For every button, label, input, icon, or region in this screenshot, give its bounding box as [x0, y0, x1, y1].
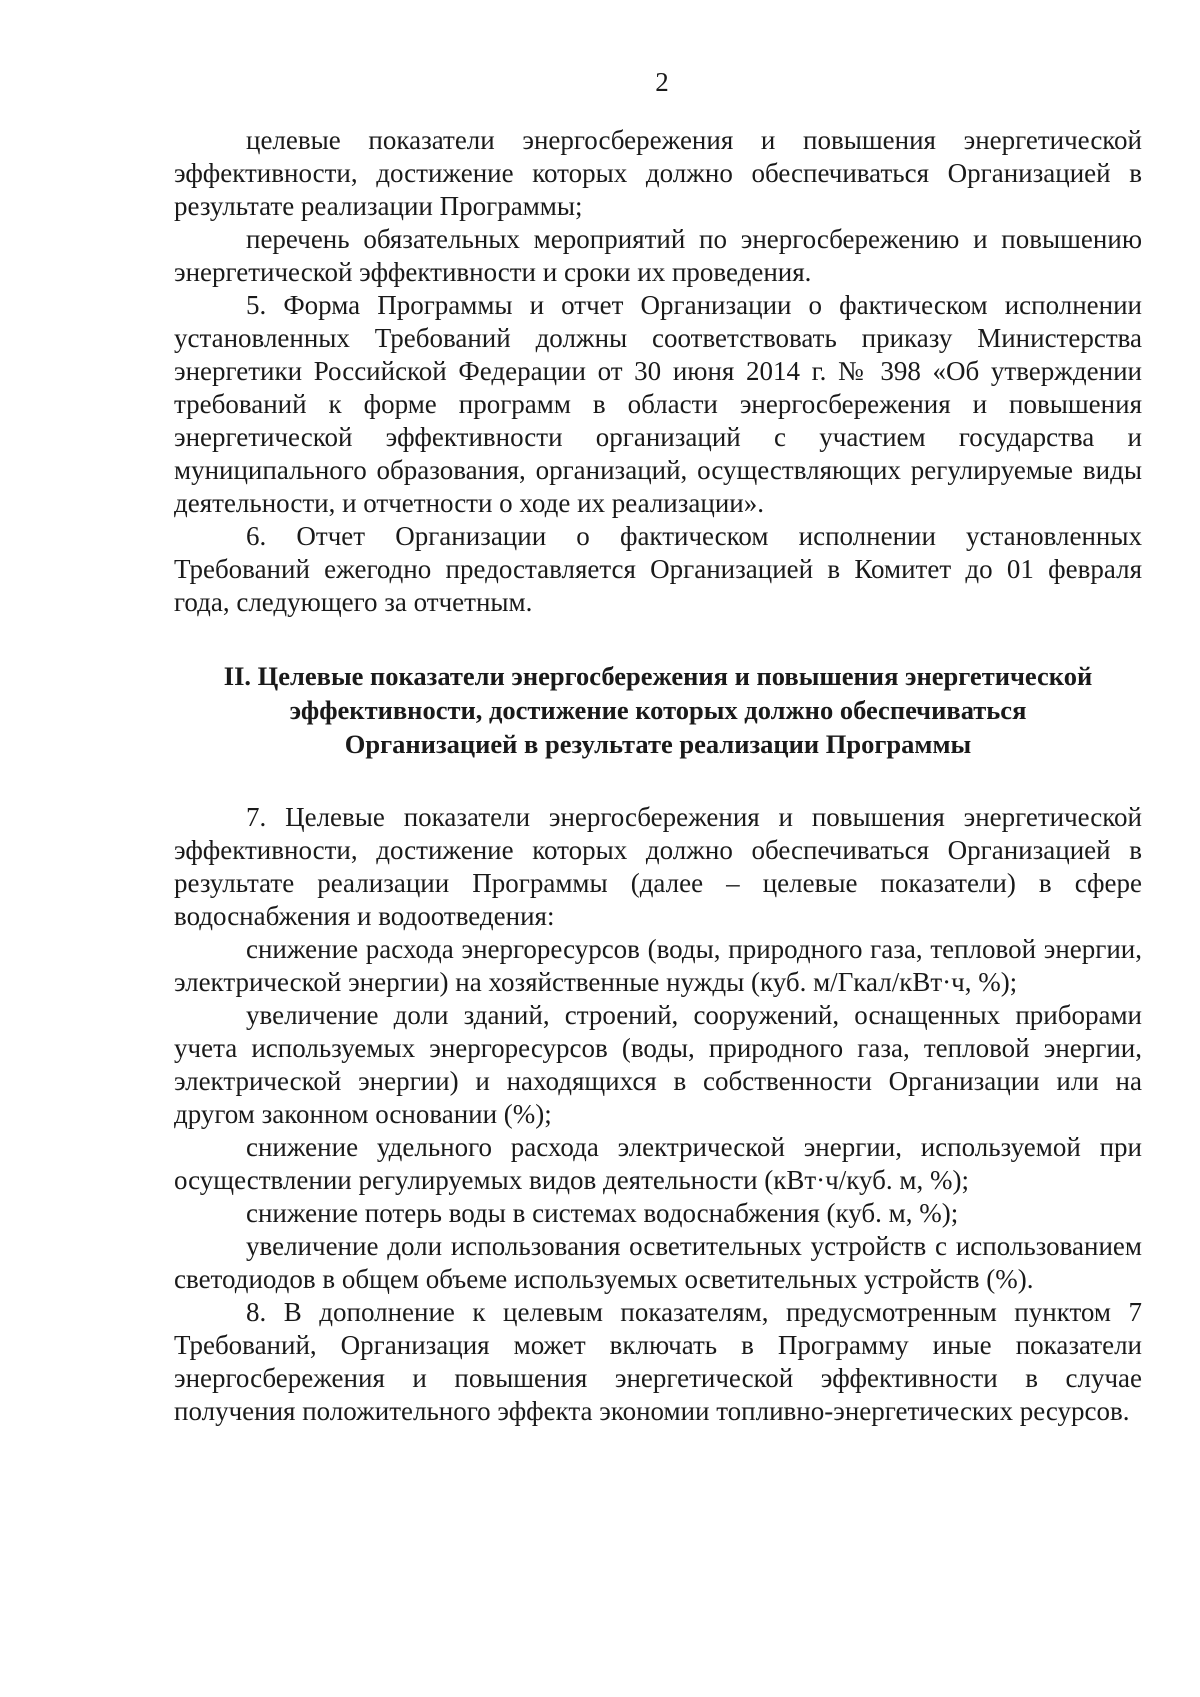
paragraph-clause-6: 6. Отчет Организации о фактическом исполнении установленных Требований ежегодно предоставляется Организацией в Комитет до 01 февраля года, следующего за отчетным. — [174, 521, 1142, 617]
paragraph-clause-8: 8. В дополнение к целевым показателям, предусмотренным пунктом 7 Требований, Организация может включать в Программу иные показатели энергосбережения и повышения энергетической эффективности в случае получения положительного эффекта экономии топливно-энергетических ресурсов. — [174, 1297, 1142, 1426]
section-heading-line-2: эффективности, достижение которых должно обеспечиваться — [289, 695, 1027, 725]
list-item-specific-electricity: снижение удельного расхода электрической энергии, используемой при осуществлении регулируемых видов деятельности (кВт·ч/куб. м, %); — [174, 1132, 1142, 1195]
section-heading-line-3: Организацией в результате реализации Программы — [344, 729, 972, 759]
list-item-metering-share: увеличение доли зданий, строений, сооружений, оснащенных приборами учета используемых энергоресурсов (воды, природного газа, тепловой энергии, электрической энергии) и находящихся в собственности Организации или на другом законном основании (%); — [174, 1000, 1142, 1129]
page-number: 2 — [655, 67, 669, 97]
paragraph-clause-5: 5. Форма Программы и отчет Организации о фактическом исполнении установленных Требований должны соответствовать приказу Министерства энергетики Российской Федерации от 30 июня 2014 г. № 398 «Об утверждении требований к форме программ в области энергосбережения и повышения энергетической эффективности организаций с участием государства и муниципального образования, организаций, осуществляющих регулируемые виды деятельности, и отчетности о ходе их реализации». — [174, 290, 1142, 518]
document-page — [174, 66, 1142, 1428]
list-item-water-losses: снижение потерь воды в системах водоснабжения (куб. м, %); — [246, 1198, 959, 1228]
paragraph-mandatory-measures-item: перечень обязательных мероприятий по энергосбережению и повышению энергетической эффективности и сроки их проведения. — [174, 224, 1142, 287]
list-item-led-share: увеличение доли использования осветительных устройств с использованием светодиодов в общем объеме используемых осветительных устройств (%). — [174, 1231, 1142, 1294]
list-item-resource-consumption: снижение расхода энергоресурсов (воды, природного газа, тепловой энергии, электрической энергии) на хозяйственные нужды (куб. м/Гкал/кВт·ч, %); — [174, 934, 1142, 997]
section-heading — [174, 659, 1142, 761]
paragraph-target-indicators-item: целевые показатели энергосбережения и повышения энергетической эффективности, достижение которых должно обеспечиваться Организацией в результате реализации Программы; — [174, 125, 1142, 221]
section-heading-line-1: II. Целевые показатели энергосбережения и повышения энергетической — [223, 661, 1093, 691]
paragraph-clause-7: 7. Целевые показатели энергосбережения и повышения энергетической эффективности, достижение которых должно обеспечиваться Организацией в результате реализации Программы (далее – целевые показатели) в сфере водоснабжения и водоотведения: — [174, 802, 1142, 931]
